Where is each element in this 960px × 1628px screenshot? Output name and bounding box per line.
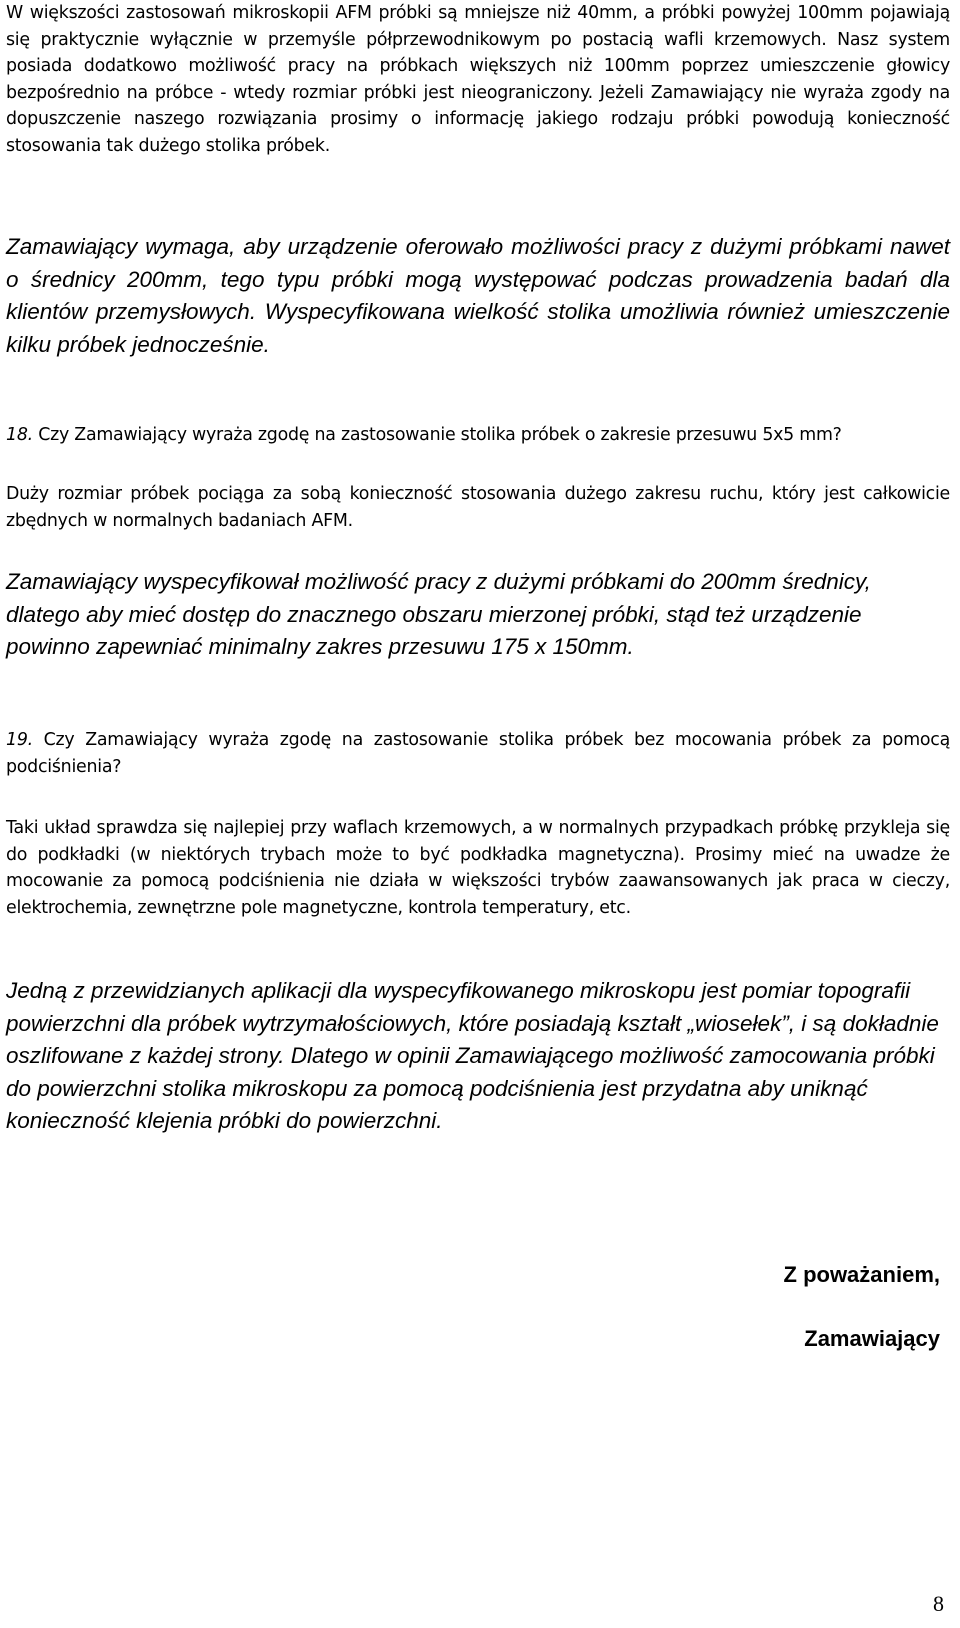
question-18 [6, 422, 950, 449]
question-text: Czy Zamawiający wyraża zgodę na zastosowanie stolika próbek o zakresie przesuwu 5x5 mm? [32, 425, 842, 445]
answer-paragraph: Zamawiający wyspecyfikował możliwość pracy z dużymi próbkami do 200mm średnicy, dlatego aby mieć dostęp do znacznego obszaru mierzonej próbki, stąd też urządzenie powinno zapewniać minimalny zakres przesuwu 175 x 150mm. [6, 569, 871, 659]
question-19 [6, 727, 950, 780]
answer-paragraph: Jedną z przewidzianych aplikacji dla wyspecyfikowanego mikroskopu jest pomiar topografii powierzchni dla próbek wytrzymałościowych, które posiadają kształt „wiosełek”, i są dokładnie oszlifowane z każdej strony. Dlatego w opinii Zamawiającego możliwość zamocowania próbki do powierzchni stolika mikroskopu za pomocą podciśnienia jest przydatna aby uniknąć konieczność klejenia próbki do powierzchni. [6, 978, 939, 1133]
signature-name: Zamawiający [804, 1326, 940, 1351]
question-context-paragraph: Taki układ sprawdza się najlepiej przy waflach krzemowych, a w normalnych przypadkach próbkę przykleja się do podkładki (w niektórych trybach może to być podkładka magnetyczna). Prosimy mieć na uwadze że mocowanie za pomocą podciśnienia nie działa w większości trybów zaawansowanych jak praca w cieczy, elektrochemia, zewnętrzne pole magnetyczne, kontrola temperatury, etc. [6, 818, 950, 918]
question-context-paragraph: Duży rozmiar próbek pociąga za sobą konieczność stosowania dużego zakresu ruchu, który jest całkowicie zbędnych w normalnych badaniach AFM. [6, 484, 950, 531]
question-context-paragraph: W większości zastosowań mikroskopii AFM próbki są mniejsze niż 40mm, a próbki powyżej 100mm pojawiają się praktycznie wyłącznie w przemyśle półprzewodnikowym po postacią wafli krzemowych. Nasz system posiada dodatkowo możliwość pracy na próbkach większych niż 100mm poprzez umieszczenie głowicy bezpośrednio na próbce - wtedy rozmiar próbki jest nieograniczony. Jeżeli Zamawiający nie wyraża zgody na dopuszczenie naszego rozwiązania prosimy o informację jakiego rodzaju próbki powodują konieczność stosowania tak dużego stolika próbek. [6, 3, 950, 156]
page-number: 8 [933, 1591, 944, 1616]
question-number: 19. [6, 730, 33, 750]
closing-salutation: Z poważaniem, [783, 1262, 940, 1287]
question-text: Czy Zamawiający wyraża zgodę na zastosowanie stolika próbek bez mocowania próbek za pomocą podciśnienia? [6, 730, 950, 777]
answer-paragraph: Zamawiający wymaga, aby urządzenie oferowało możliwości pracy z dużymi próbkami nawet o średnicy 200mm, tego typu próbki mogą występować podczas prowadzenia badań dla klientów przemysłowych. Wyspecyfikowana wielkość stolika umożliwia również umieszczenie kilku próbek jednocześnie. [6, 234, 950, 357]
document-page [6, 0, 954, 1628]
question-number: 18. [6, 425, 33, 445]
